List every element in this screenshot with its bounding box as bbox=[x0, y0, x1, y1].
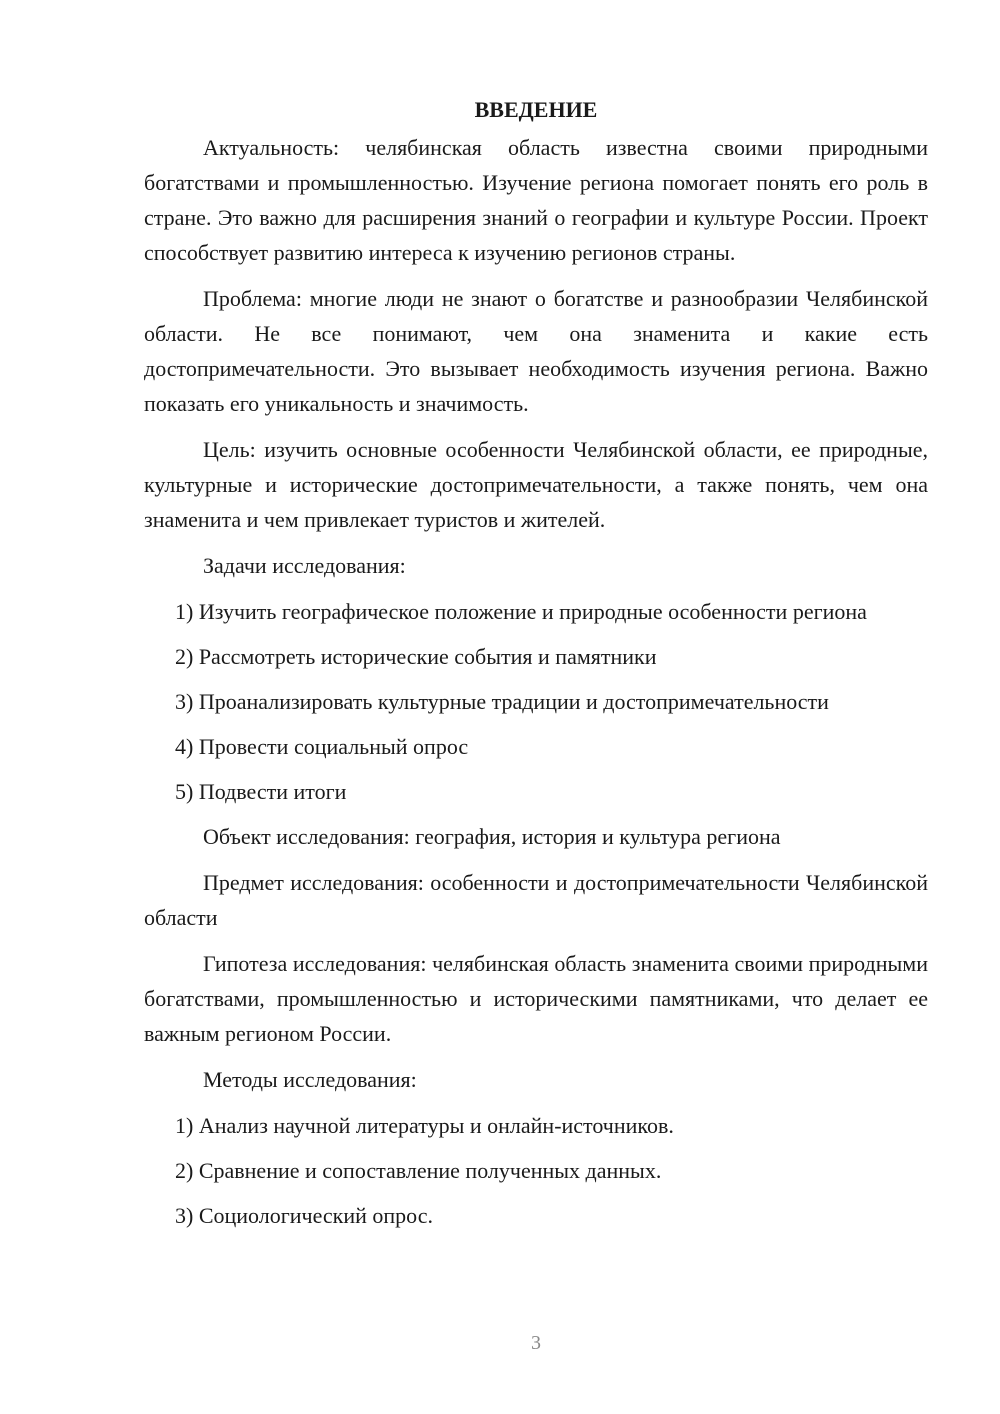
task-item-3: 3) Проанализировать культурные традиции и достопримечательности bbox=[175, 689, 829, 714]
method-item-1: 1) Анализ научной литературы и онлайн-источников. bbox=[175, 1113, 674, 1138]
relevance-paragraph: Актуальность: челябинская область известна своими природными богатствами и промышленностью. Изучение региона помогает понять его роль в стране. Это важно для расширения знаний о географии и культуре России. Проект способствует развитию интереса к изучению регионов страны. bbox=[144, 135, 928, 265]
tasks-heading: Задачи исследования: bbox=[203, 553, 406, 578]
problem-paragraph: Проблема: многие люди не знают о богатстве и разнообразии Челябинской области. Не все понимают, чем она знаменита и какие есть достопримечательности. Это вызывает необходимость изучения региона. Важно показать его уникальность и значимость. bbox=[144, 286, 928, 416]
page-title: ВВЕДЕНИЕ bbox=[474, 97, 598, 122]
task-item-4: 4) Провести социальный опрос bbox=[175, 734, 469, 759]
methods-heading: Методы исследования: bbox=[203, 1067, 417, 1092]
object-paragraph: Объект исследования: география, история и культура региона bbox=[203, 824, 781, 849]
hypothesis-paragraph: Гипотеза исследования: челябинская область знаменита своими природными богатствами, промышленностью и историческими памятниками, что делает ее важным регионом России. bbox=[144, 951, 928, 1046]
subject-paragraph: Предмет исследования: особенности и достопримечательности Челябинской области bbox=[144, 870, 928, 930]
page-number: 3 bbox=[531, 1332, 541, 1354]
task-item-2: 2) Рассмотреть исторические события и памятники bbox=[175, 644, 657, 669]
task-item-5: 5) Подвести итоги bbox=[175, 779, 347, 804]
method-item-3: 3) Социологический опрос. bbox=[175, 1203, 433, 1228]
document-page bbox=[144, 92, 928, 1243]
method-item-2: 2) Сравнение и сопоставление полученных данных. bbox=[175, 1158, 662, 1183]
goal-paragraph: Цель: изучить основные особенности Челябинской области, ее природные, культурные и исторические достопримечательности, а также понять, чем она знаменита и чем привлекает туристов и жителей. bbox=[144, 437, 928, 532]
task-item-1: 1) Изучить географическое положение и природные особенности региона bbox=[175, 599, 867, 624]
